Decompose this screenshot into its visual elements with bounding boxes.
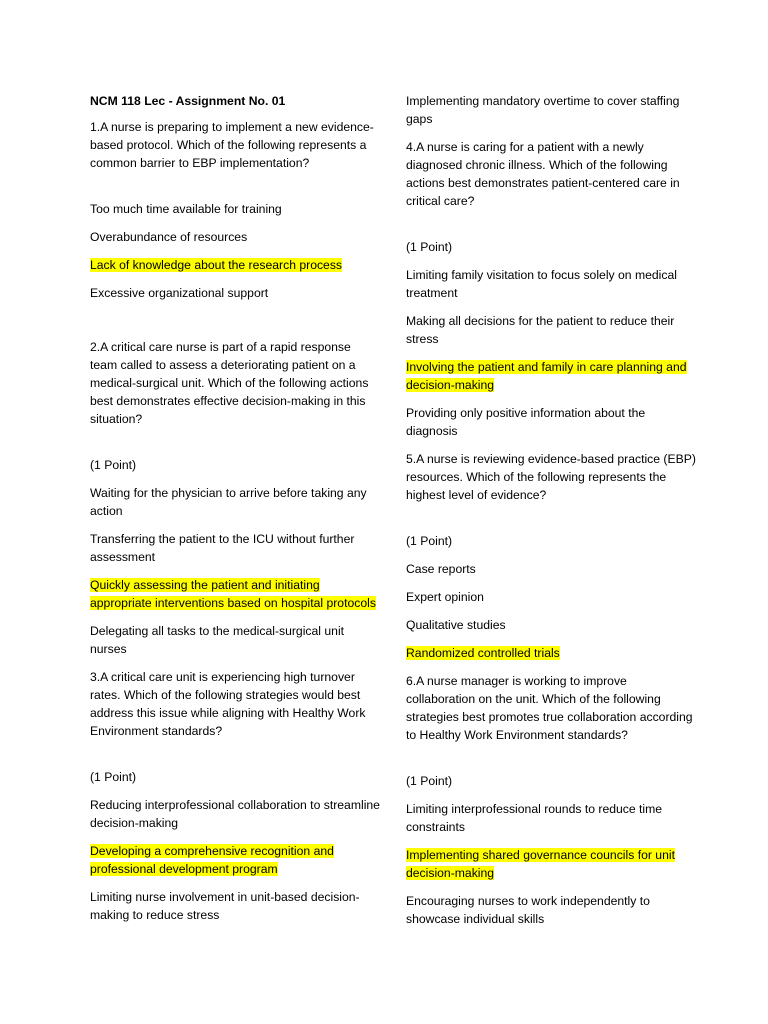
- q5-option-a: Case reports: [406, 562, 476, 576]
- highlighted-answer: Developing a comprehensive recognition and professional development program: [90, 844, 334, 876]
- q1-option-c-highlighted: [90, 256, 380, 274]
- q3-option-b-highlighted: [90, 842, 380, 878]
- q3-option-c: Limiting nurse involvement in unit-based decision-making to reduce stress: [90, 890, 360, 922]
- q1-option-a: Too much time available for training: [90, 202, 282, 216]
- q5-option-d-highlighted: [406, 644, 696, 662]
- q1-option-b: Overabundance of resources: [90, 230, 248, 244]
- q2-points: (1 Point): [90, 458, 137, 472]
- q4-option-c-highlighted: [406, 358, 696, 394]
- q4-option-d: Providing only positive information about the diagnosis: [406, 406, 646, 438]
- q6-option-b-highlighted: [406, 846, 696, 882]
- highlighted-answer: Quickly assessing the patient and initiating appropriate interventions based on hospital protocols: [90, 578, 376, 610]
- question-4-text: 4.A nurse is caring for a patient with a newly diagnosed chronic illness. Which of the following actions best demonstrates patient-centered care in critical care?: [406, 140, 680, 208]
- question-2-text: 2.A critical care nurse is part of a rapid response team called to assess a deteriorating patient on a medical-surgical unit. Which of the following actions best demonstrates effective decision-making in this situation?: [90, 340, 369, 426]
- left-column: [90, 92, 380, 934]
- q5-option-c: Qualitative studies: [406, 618, 506, 632]
- q4-option-a: Limiting family visitation to focus solely on medical treatment: [406, 268, 677, 300]
- question-6-text: 6.A nurse manager is working to improve collaboration on the unit. Which of the following strategies best promotes true collaboration according to Healthy Work Environment standards?: [406, 674, 693, 742]
- question-3-text: 3.A critical care unit is experiencing high turnover rates. Which of the following strategies would best address this issue while aligning with Healthy Work Environment standards?: [90, 670, 366, 738]
- q4-points: (1 Point): [406, 240, 453, 254]
- q6-points: (1 Point): [406, 774, 453, 788]
- q3-option-a: Reducing interprofessional collaboration to streamline decision-making: [90, 798, 380, 830]
- q2-option-d: Delegating all tasks to the medical-surgical unit nurses: [90, 624, 345, 656]
- q6-option-a: Limiting interprofessional rounds to reduce time constraints: [406, 802, 663, 834]
- highlighted-answer: Implementing shared governance councils for unit decision-making: [406, 848, 675, 880]
- q3-points: (1 Point): [90, 770, 137, 784]
- q6-option-c: Encouraging nurses to work independently to showcase individual skills: [406, 894, 650, 926]
- q2-option-c-highlighted: [90, 576, 380, 612]
- question-5-text: 5.A nurse is reviewing evidence-based practice (EBP) resources. Which of the following represents the highest level of evidence?: [406, 452, 696, 502]
- q5-option-b: Expert opinion: [406, 590, 484, 604]
- q2-option-a: Waiting for the physician to arrive before taking any action: [90, 486, 367, 518]
- q4-option-b: Making all decisions for the patient to reduce their stress: [406, 314, 675, 346]
- q5-points: (1 Point): [406, 534, 453, 548]
- right-column: [406, 92, 696, 938]
- q3-option-d: Implementing mandatory overtime to cover staffing gaps: [406, 94, 680, 126]
- question-1-text: 1.A nurse is preparing to implement a new evidence-based protocol. Which of the following represents a common barrier to EBP implementation?: [90, 120, 374, 170]
- highlighted-answer: Lack of knowledge about the research process: [90, 258, 343, 272]
- highlighted-answer: Involving the patient and family in care planning and decision-making: [406, 360, 687, 392]
- q1-option-d: Excessive organizational support: [90, 286, 269, 300]
- highlighted-answer: Randomized controlled trials: [406, 646, 560, 660]
- q2-option-b: Transferring the patient to the ICU without further assessment: [90, 532, 355, 564]
- document-title: NCM 118 Lec - Assignment No. 01: [90, 94, 286, 108]
